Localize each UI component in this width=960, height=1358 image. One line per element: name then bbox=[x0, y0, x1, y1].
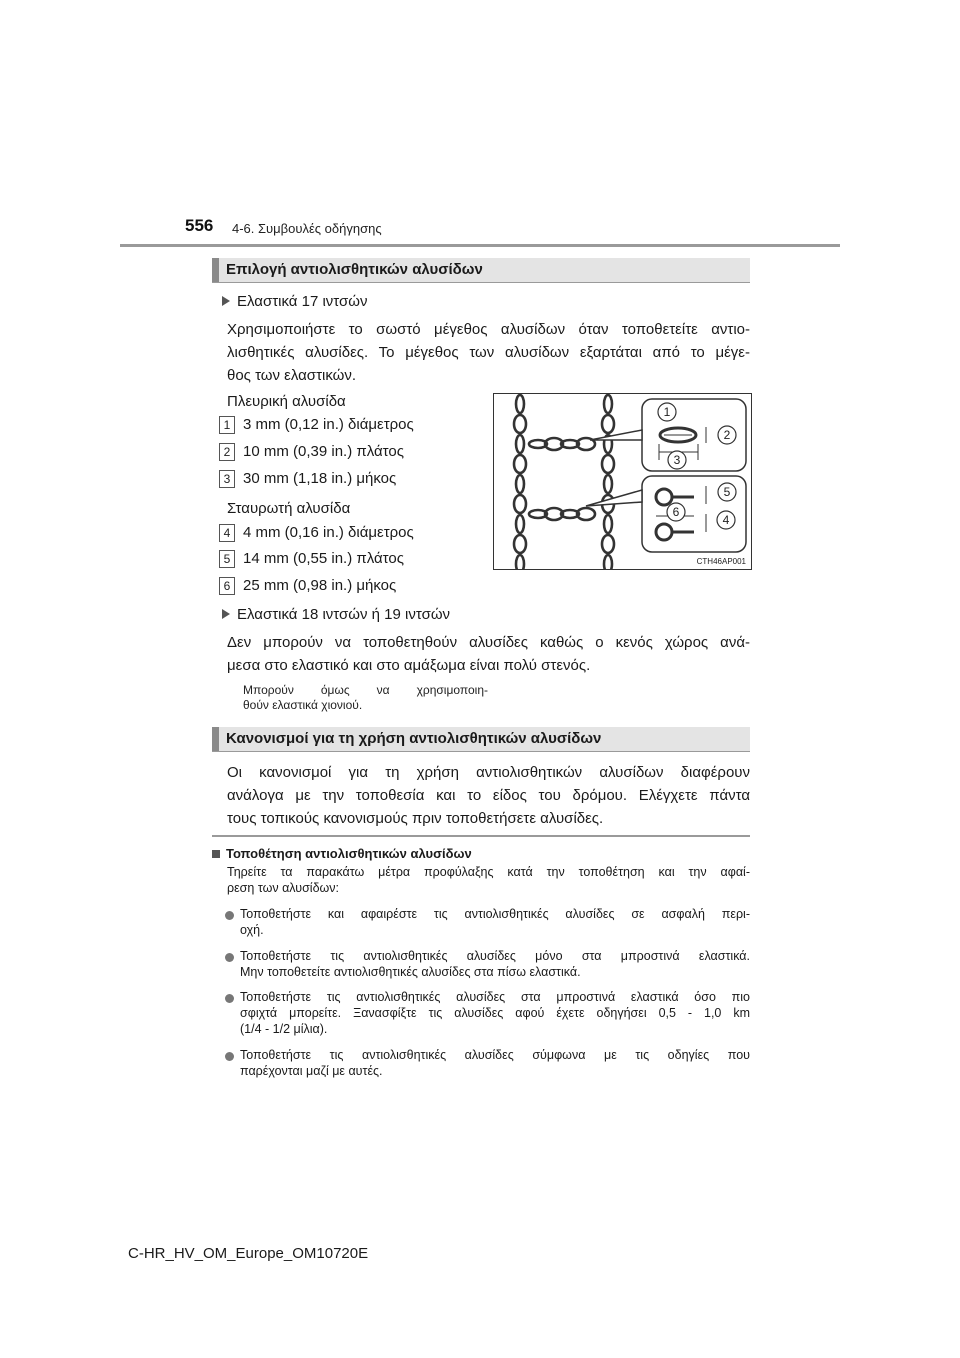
para-line: μεσα στο ελαστικό και στο αμάξωμα είναι πολύ στενός. bbox=[227, 657, 591, 674]
spec-4: 4 mm (0,16 in.) διάμετρος bbox=[243, 524, 414, 541]
para-line: Δεν μπορούν να τοποθετηθούν αλυσίδες καθώς ο κενός χώρος ανά- bbox=[227, 634, 750, 651]
callout-number-2: 2 bbox=[219, 443, 235, 461]
precaution-item-1 bbox=[240, 906, 750, 938]
item-line: οχή. bbox=[240, 923, 264, 937]
circle-bullet-icon bbox=[225, 911, 234, 920]
section-heading-text: Επιλογή αντιολισθητικών αλυσίδων bbox=[226, 261, 483, 278]
item-line: παρέχονται μαζί με αυτές. bbox=[240, 1064, 383, 1078]
document-id: C-HR_HV_OM_Europe_OM10720E bbox=[128, 1245, 369, 1262]
spec-3: 30 mm (1,18 in.) μήκος bbox=[243, 470, 397, 487]
subsection-title-text: Τοποθέτηση αντιολισθητικών αλυσίδων bbox=[226, 846, 472, 861]
circle-bullet-icon bbox=[225, 953, 234, 962]
heading-bar bbox=[212, 727, 219, 751]
note-line: θούν ελαστικά χιονιού. bbox=[243, 698, 363, 712]
divider-rule bbox=[212, 835, 750, 837]
bullet-18-19-inch bbox=[222, 603, 450, 626]
precaution-item-3 bbox=[240, 989, 750, 1037]
para-chain-size bbox=[227, 318, 750, 387]
intro-precautions bbox=[227, 864, 750, 896]
note-snow-tires bbox=[243, 683, 488, 713]
triangle-bullet-icon bbox=[222, 609, 230, 619]
heading-bar bbox=[212, 258, 219, 282]
note-line: Μπορούν όμως να χρησιμοποιη- bbox=[243, 683, 488, 697]
subsection-title bbox=[212, 846, 472, 861]
spec-5: 14 mm (0,55 in.) πλάτος bbox=[243, 550, 404, 567]
para-regulations bbox=[227, 761, 750, 830]
para-line: Χρησιμοποιήστε το σωστό μέγεθος αλυσίδων όταν τοποθετείτε αντιο- bbox=[227, 321, 750, 338]
item-line: σφιχτά μπορείτε. Ξανασφίξτε τις αλυσίδες αφού έχετε οδηγήσει 0,5 - 1,0 km bbox=[240, 1006, 750, 1020]
callout-number-4: 4 bbox=[219, 524, 235, 542]
bullet-17-label: Ελαστικά 17 ιντσών bbox=[237, 293, 368, 310]
precaution-item-4 bbox=[240, 1047, 750, 1079]
intro-line: ρεση των αλυσίδων: bbox=[227, 881, 340, 895]
para-line: θος των ελαστικών. bbox=[227, 367, 357, 384]
figure-callout-3: 3 bbox=[673, 453, 681, 467]
callout-number-5: 5 bbox=[219, 550, 235, 568]
chain-figure bbox=[493, 393, 752, 570]
para-line: τους τοπικούς κανονισμούς πριν τοποθετήσετε αλυσίδες. bbox=[227, 810, 604, 827]
spec-2: 10 mm (0,39 in.) πλάτος bbox=[243, 443, 404, 460]
para-line: Οι κανονισμοί για τη χρήση αντιολισθητικών αλυσίδων διαφέρουν bbox=[227, 764, 750, 781]
figure-callout-2: 2 bbox=[723, 428, 731, 442]
item-line: Τοποθετήστε τις αντιολισθητικές αλυσίδες μόνο στα μπροστινά ελαστικά. bbox=[240, 949, 750, 963]
callout-number-3: 3 bbox=[219, 470, 235, 488]
item-line: Τοποθετήστε και αφαιρέστε τις αντιολισθητικές αλυσίδες σε ασφαλή περι- bbox=[240, 907, 750, 921]
item-line: (1/4 - 1/2 μίλια). bbox=[240, 1022, 328, 1036]
item-line: Τοποθετήστε τις αντιολισθητικές αλυσίδες σύμφωνα με τις οδηγίες που bbox=[240, 1048, 750, 1062]
chain-illustration bbox=[494, 394, 751, 569]
page-number: 556 bbox=[185, 216, 214, 235]
para-line: λισθητικές αλυσίδες. Το μέγεθος των αλυσίδων εξαρτάται από το μέγε- bbox=[227, 344, 750, 361]
figure-callout-5: 5 bbox=[723, 485, 731, 499]
precaution-item-2 bbox=[240, 948, 750, 980]
spec-1: 3 mm (0,12 in.) διάμετρος bbox=[243, 416, 414, 433]
callout-number-1: 1 bbox=[219, 416, 235, 434]
header-rule bbox=[120, 244, 840, 247]
circle-bullet-icon bbox=[225, 994, 234, 1003]
figure-callout-1: 1 bbox=[663, 405, 671, 419]
triangle-bullet-icon bbox=[222, 296, 230, 306]
figure-callout-4: 4 bbox=[722, 513, 730, 527]
section-label: 4-6. Συμβουλές οδήγησης bbox=[232, 221, 382, 236]
bullet-18-label: Ελαστικά 18 ιντσών ή 19 ιντσών bbox=[237, 606, 451, 623]
section-heading-chain-selection bbox=[212, 258, 750, 283]
section-heading-text: Κανονισμοί για τη χρήση αντιολισθητικών αλυσίδων bbox=[226, 730, 602, 747]
spec-6: 25 mm (0,98 in.) μήκος bbox=[243, 577, 397, 594]
circle-bullet-icon bbox=[225, 1052, 234, 1061]
cross-chain-label: Σταυρωτή αλυσίδα bbox=[227, 500, 351, 517]
figure-callout-6: 6 bbox=[672, 505, 680, 519]
item-line: Τοποθετήστε τις αντιολισθητικές αλυσίδες στα μπροστινά ελαστικά όσο πιο bbox=[240, 990, 750, 1004]
para-no-chains bbox=[227, 631, 750, 677]
bullet-17-inch bbox=[222, 290, 368, 313]
square-bullet-icon bbox=[212, 850, 220, 858]
side-chain-label: Πλευρική αλυσίδα bbox=[227, 393, 346, 410]
figure-code: CTH46AP001 bbox=[696, 557, 746, 566]
item-line: Μην τοποθετείτε αντιολισθητικές αλυσίδες στα πίσω ελαστικά. bbox=[240, 965, 581, 979]
callout-number-6: 6 bbox=[219, 577, 235, 595]
intro-line: Τηρείτε τα παρακάτω μέτρα προφύλαξης κατά την τοποθέτηση και την αφαί- bbox=[227, 865, 750, 879]
section-heading-regulations bbox=[212, 727, 750, 752]
para-line: ανάλογα με την τοποθεσία και το είδος του δρόμου. Ελέγχετε πάντα bbox=[227, 787, 750, 804]
